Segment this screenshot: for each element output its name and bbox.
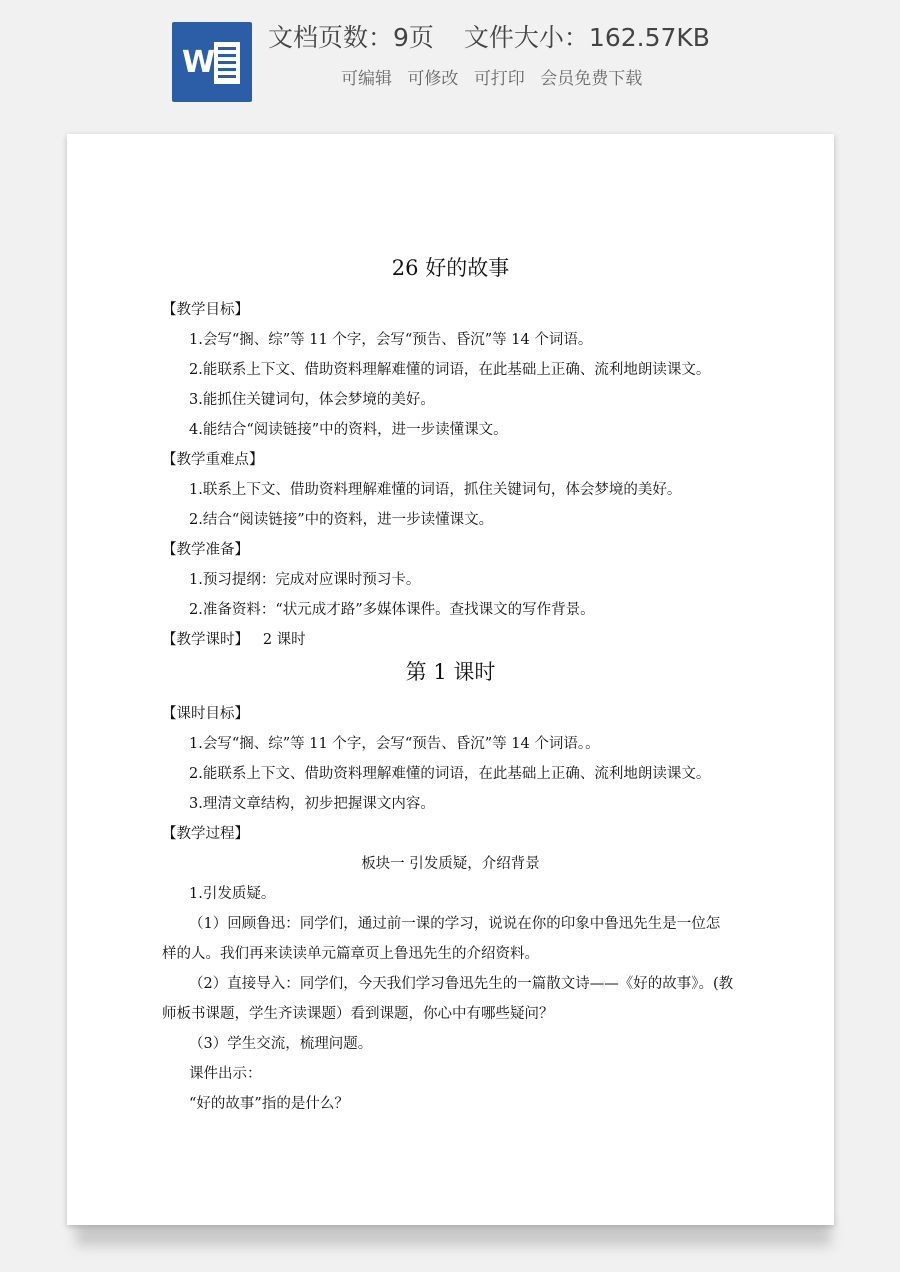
feature-printable: 可打印 [473, 69, 525, 89]
class-hours-value: 2 课时 [262, 632, 306, 648]
preparation-item: 2.准备资料：“状元成才路”多媒体课件。查找课文的写作背景。 [189, 602, 595, 618]
block-title: 板块一 引发质疑，介绍背景 [361, 856, 540, 872]
feature-editable: 可编辑 [341, 69, 392, 89]
paragraph-line: 师板书课题，学生齐读课题）看到课题，你心中有哪些疑问？ [162, 1006, 554, 1022]
feature-modifiable: 可修改 [407, 69, 459, 89]
lesson-title: 第 1 课时 [405, 660, 496, 684]
preparation-heading: 【教学准备】 [162, 542, 249, 558]
step-heading: 1.引发质疑。 [189, 886, 276, 902]
lesson-goal-item: 2.能联系上下文、借助资料理解难懂的词语，在此基础上正确、流利地朗读课文。 [189, 766, 711, 782]
paragraph-line: （2）直接导入：同学们，今天我们学习鲁迅先生的一篇散文诗——《好的故事》。(教 [189, 976, 734, 992]
lesson-goals-heading: 【课时目标】 [162, 706, 249, 722]
key-points-heading: 【教学重难点】 [162, 452, 264, 468]
feature-member-download: 会员免费下载 [540, 69, 643, 89]
courseware-question: “好的故事”指的是什么？ [189, 1096, 349, 1112]
paragraph-line: （1）回顾鲁迅：同学们，通过前一课的学习，说说在你的印象中鲁迅先生是一位怎 [189, 916, 721, 932]
page-shadow [76, 1222, 831, 1246]
class-hours-line [162, 628, 306, 652]
paragraph-line: （3）学生交流，梳理问题。 [189, 1036, 373, 1052]
key-point-item: 1.联系上下文、借助资料理解难懂的词语，抓住关键词句，体会梦境的美好。 [189, 482, 682, 498]
class-hours-heading: 【教学课时】 [162, 632, 249, 648]
goal-item: 4.能结合“阅读链接”中的资料，进一步读懂课文。 [189, 422, 508, 438]
key-point-item: 2.结合“阅读链接”中的资料，进一步读懂课文。 [189, 512, 494, 528]
file-stats [268, 20, 710, 56]
lesson-goal-item: 1.会写“搁、综”等 11 个字，会写“预告、昏沉”等 14 个词语。。 [189, 736, 600, 752]
lesson-goal-item: 3.理清文章结构，初步把握课文内容。 [189, 796, 435, 812]
preparation-item: 1.预习提纲：完成对应课时预习卡。 [189, 572, 421, 588]
file-info-header [0, 0, 900, 130]
courseware-label: 课件出示： [189, 1066, 262, 1082]
document-title: 26 好的故事 [391, 256, 510, 280]
page-count: 文档页数：9页 [268, 23, 434, 52]
process-heading: 【教学过程】 [162, 826, 249, 842]
goal-item: 3.能抓住关键词句，体会梦境的美好。 [189, 392, 435, 408]
goal-item: 2.能联系上下文、借助资料理解难懂的词语，在此基础上正确、流利地朗读课文。 [189, 362, 711, 378]
word-document-icon [172, 22, 252, 102]
file-size: 文件大小：162.57KB [463, 23, 710, 52]
document-page [67, 134, 834, 1225]
goal-item: 1.会写“搁、综”等 11 个字，会写“预告、昏沉”等 14 个词语。 [189, 332, 593, 348]
paragraph-line: 样的人。我们再来读读单元篇章页上鲁迅先生的介绍资料。 [162, 946, 539, 962]
feature-list [341, 66, 652, 92]
document-lines-graphic [214, 42, 240, 84]
goals-heading: 【教学目标】 [162, 302, 249, 318]
word-logo-letter: W [182, 45, 216, 80]
